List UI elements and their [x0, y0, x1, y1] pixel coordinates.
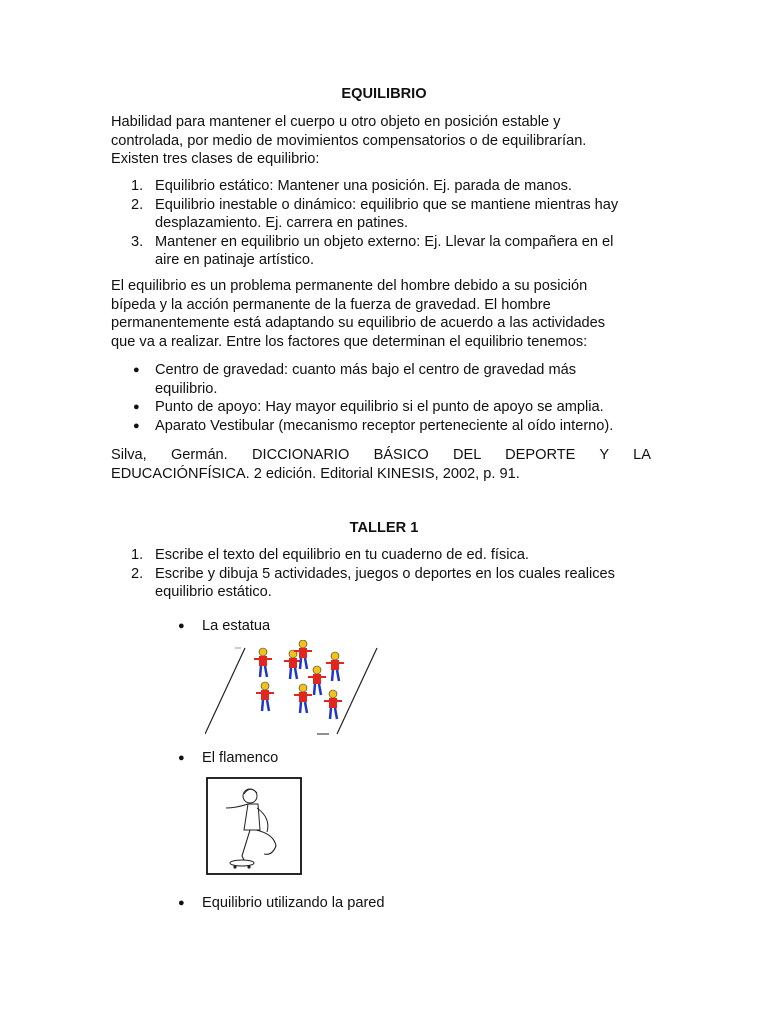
bullet-icon: ● [133, 401, 140, 413]
bullet-icon: ● [178, 752, 185, 764]
activity-label: Equilibrio utilizando la pared [202, 895, 385, 911]
bullet-icon: ● [178, 620, 185, 632]
statue-game-illustration [205, 640, 385, 736]
list-text: Centro de gravedad: cuanto más bajo el centro de gravedad más [155, 362, 577, 378]
paragraph-line: bípeda y la acción permanente de la fuerza de gravedad. El hombre [111, 296, 551, 313]
child-figure [326, 652, 344, 681]
child-figure [254, 648, 272, 677]
list-item [111, 565, 651, 602]
child-figure [294, 684, 312, 713]
tasks-list [111, 546, 651, 602]
section-title: TALLER 1 [349, 520, 419, 536]
list-text: Aparato Vestibular (mecanismo receptor perteneciente al oído interno). [155, 417, 614, 434]
equilibrium-types-list [111, 177, 651, 270]
paragraph-line: El equilibrio es un problema permanente del hombre debido a su posición [111, 278, 588, 294]
list-text: aire en patinaje artístico. [155, 252, 314, 268]
list-item [111, 196, 651, 233]
list-number: 1. [131, 547, 144, 563]
child-figure [324, 690, 342, 719]
list-item [111, 361, 651, 398]
list-text: Equilibrio estático: Mantener una posición. Ej. parada de manos. [155, 178, 572, 194]
list-text: Escribe y dibuja 5 actividades, juegos o deportes en los cuales realices [155, 565, 615, 582]
list-text: equilibrio estático. [155, 584, 272, 600]
citation-line: EDUCACIÓNFÍSICA. 2 edición. Editorial KINESIS, 2002, p. 91. [111, 465, 520, 482]
flamingo-pose-illustration [204, 776, 304, 878]
gravity-paragraph [111, 277, 651, 351]
list-number: 1. [131, 178, 144, 194]
intro-line: Existen tres clases de equilibrio: [111, 151, 320, 167]
child-figure [308, 666, 326, 695]
child-figure [256, 682, 274, 711]
list-item [111, 546, 651, 565]
list-number: 2. [131, 565, 144, 582]
list-text: equilibrio. [155, 380, 218, 397]
list-number: 2. [131, 196, 144, 213]
citation-line: Silva, Germán. DICCIONARIO BÁSICO DEL DEPORTE Y LA [111, 447, 651, 463]
paragraph-line: que va a realizar. Entre los factores que determinan el equilibrio tenemos: [111, 333, 588, 350]
bullet-icon: ● [178, 897, 185, 909]
paragraph-line: permanentemente está adaptando su equilibrio de acuerdo a las actividades [111, 315, 606, 331]
list-item [111, 398, 651, 417]
factors-list [111, 361, 651, 435]
list-text: Mantener en equilibrio un objeto externo: Ej. Llevar la compañera en el [155, 233, 614, 250]
activity-label: La estatua [202, 618, 271, 634]
list-number: 3. [131, 233, 144, 250]
list-item [111, 177, 651, 196]
list-text: Punto de apoyo: Hay mayor equilibrio si el punto de apoyo se amplia. [155, 399, 604, 415]
list-text: desplazamiento. Ej. carrera en patines. [155, 215, 409, 231]
citation [111, 446, 651, 483]
list-item [111, 417, 651, 436]
bullet-icon: ● [133, 419, 140, 432]
intro-line: controlada, por medio de movimientos compensatorios o de equilibrarían. [111, 132, 587, 149]
intro-paragraph [111, 113, 651, 169]
list-item [111, 233, 651, 270]
list-text: Equilibrio inestable o dinámico: equilibrio que se mantiene mientras hay [155, 196, 619, 213]
intro-line: Habilidad para mantener el cuerpo u otro objeto en posición estable y [111, 114, 561, 130]
page-title: EQUILIBRIO [341, 86, 427, 102]
activity-label: El flamenco [202, 750, 279, 766]
bullet-icon: ● [133, 364, 140, 376]
list-text: Escribe el texto del equilibrio en tu cuaderno de ed. física. [155, 547, 529, 563]
